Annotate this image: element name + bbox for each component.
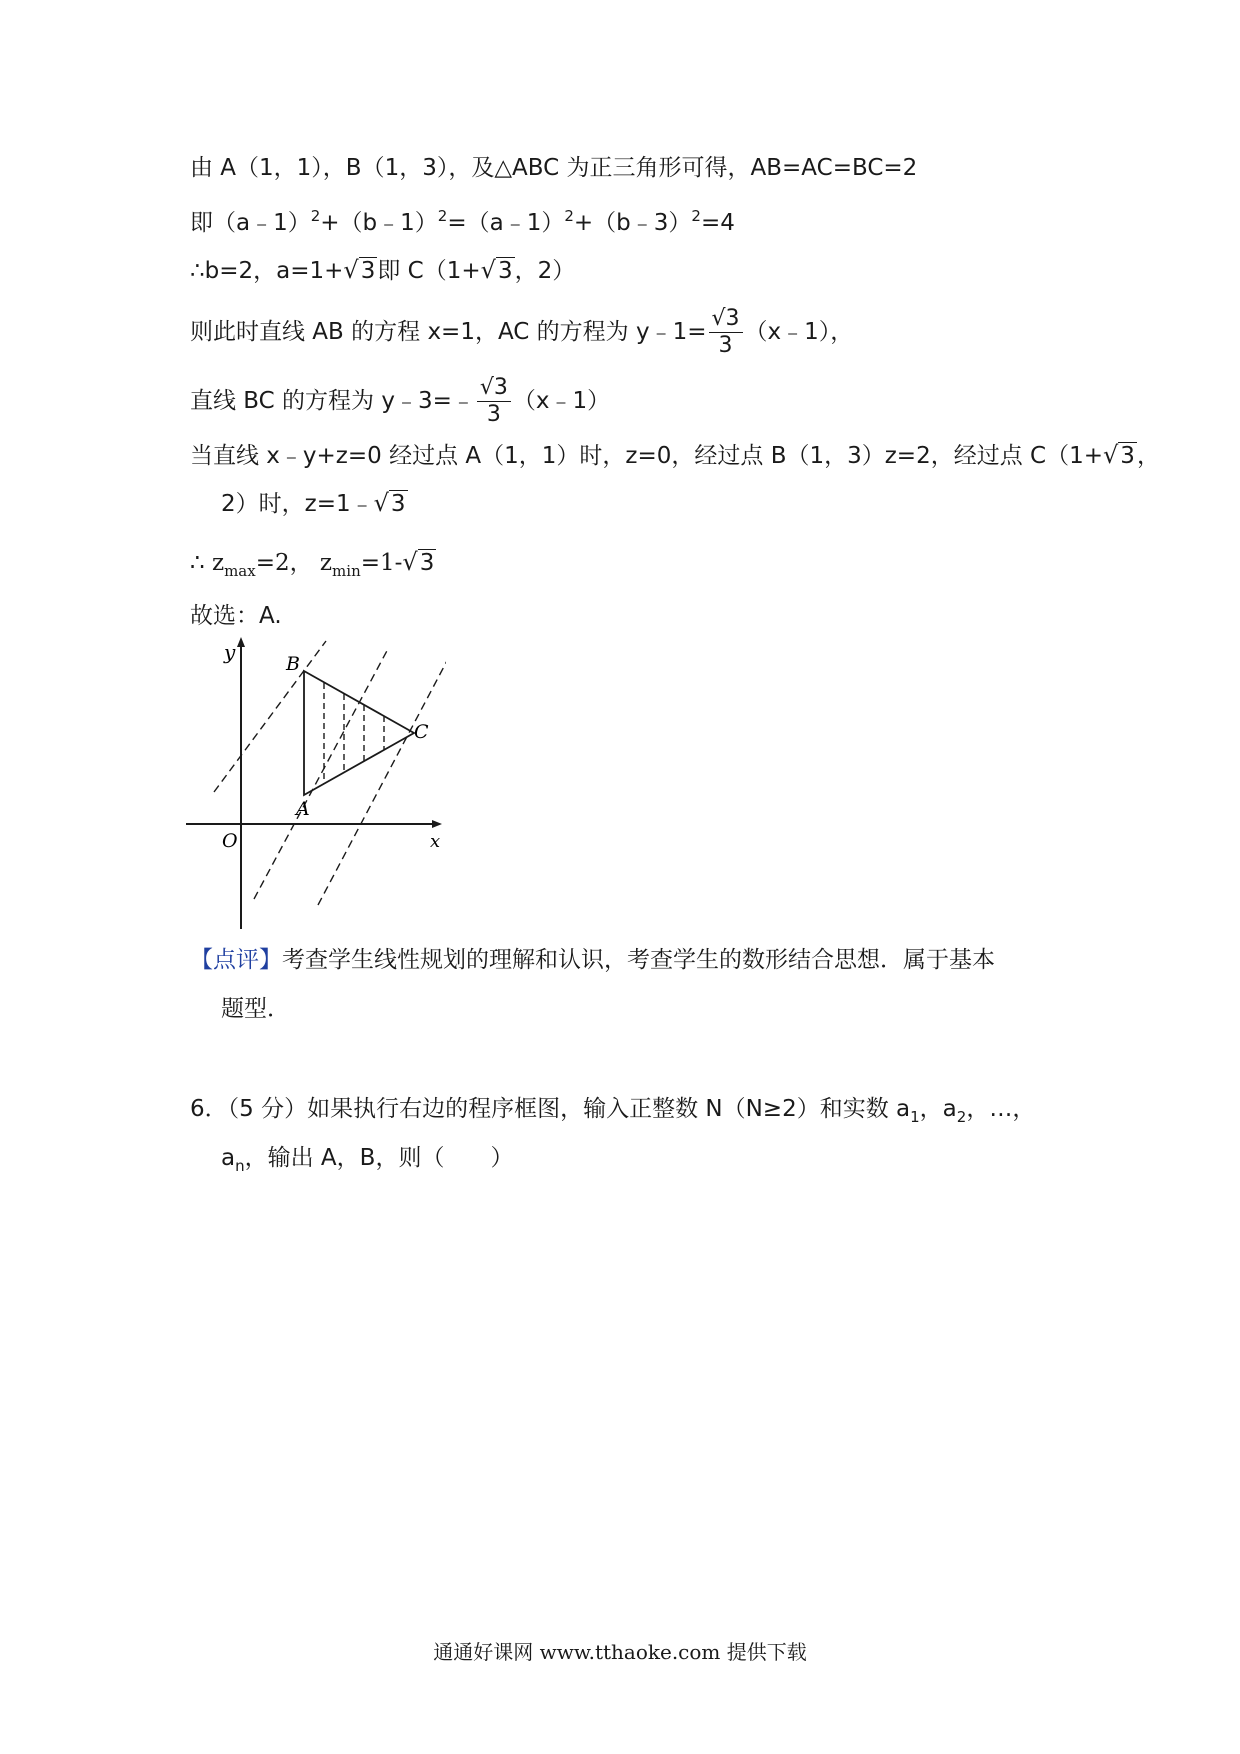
- linear-programming-figure: [186, 637, 446, 937]
- exponent: 2: [564, 207, 574, 225]
- text: =2， z: [255, 550, 333, 576]
- solution-line-4: [190, 308, 853, 357]
- point-b-label: B: [286, 653, 300, 675]
- text: 6．（5 分）如果执行右边的程序框图，输入正整数 N（N≥2）和实数 a: [190, 1096, 911, 1122]
- y-axis-label: y: [224, 640, 236, 664]
- question-6-line-1: [190, 1093, 1035, 1133]
- solution-line-9: [190, 600, 282, 632]
- exponent: 2: [691, 207, 701, 225]
- solution-line-5: [190, 377, 610, 426]
- exponent: 2: [310, 207, 321, 225]
- text: =1-: [360, 550, 403, 576]
- text: 直线 BC 的方程为 y﹣3=﹣: [190, 388, 475, 414]
- y-axis-arrow: [237, 637, 245, 647]
- solution-line-3: [190, 254, 575, 287]
- text: 即（a﹣1）: [190, 210, 311, 236]
- text: （x﹣1），: [744, 319, 854, 345]
- x-axis-label: x: [430, 831, 441, 852]
- text: ∴b=2，a=1+: [190, 258, 344, 284]
- subscript: max: [224, 562, 256, 580]
- fraction: $\frac{√3}{3}$: [709, 308, 743, 357]
- subscript: min: [332, 562, 361, 580]
- text: （x﹣1）: [512, 388, 611, 414]
- answer-text: 故选：A.: [190, 603, 282, 629]
- page-footer: 通通好课网 www.tthaoke.com 提供下载: [433, 1640, 807, 1664]
- review-line-1: [190, 944, 995, 976]
- level-line-through-a: [254, 647, 389, 899]
- solution-line-8: [190, 546, 436, 587]
- point-c-label: C: [414, 721, 429, 743]
- text: 即 C（1+: [377, 258, 481, 284]
- text: ，2）: [514, 258, 576, 284]
- review-tag: 【点评】: [190, 947, 282, 973]
- x-axis-arrow: [432, 820, 442, 828]
- point-a-label: A: [296, 798, 310, 820]
- text: ，a: [919, 1096, 957, 1122]
- sqrt-expression: √3: [480, 256, 513, 284]
- text: 当直线 x﹣y+z=0 经过点 A（1，1）时，z=0，经过点 B（1，3）z=2，经过点 C（1+: [190, 443, 1103, 469]
- text: ，…，: [966, 1096, 1036, 1122]
- review-text: 考查学生线性规划的理解和认识，考查学生的数形结合思想．属于基本: [282, 947, 995, 973]
- subscript: 1: [910, 1108, 920, 1126]
- text: +（b﹣1）: [320, 210, 438, 236]
- solution-line-6: [190, 439, 1160, 472]
- origin-label: O: [222, 830, 238, 852]
- solution-line-2: [190, 200, 735, 239]
- text: ∴ z: [190, 550, 225, 576]
- subscript: 2: [956, 1108, 967, 1126]
- text: a: [221, 1145, 236, 1171]
- solution-line-1: [190, 152, 917, 184]
- text: 则此时直线 AB 的方程 x=1，AC 的方程为 y﹣1=: [190, 319, 707, 345]
- fraction: $\frac{√3}{3}$: [477, 377, 511, 426]
- sqrt-expression: √3: [1103, 441, 1135, 469]
- text: ，输出 A，B，则（ ）: [244, 1145, 514, 1171]
- review-line-2: [221, 993, 290, 1025]
- text: =4: [700, 210, 735, 236]
- sqrt-expression: √3: [402, 548, 435, 576]
- text: =（a﹣1）: [447, 210, 565, 236]
- level-line-through-c: [318, 659, 446, 905]
- sqrt-expression: √3: [343, 256, 376, 284]
- text: 2）时，z=1﹣: [221, 491, 374, 517]
- text: ，: [1136, 443, 1160, 469]
- text: 由 A（1，1），B（1，3），及△ABC 为正三角形可得，AB=AC=BC=2: [190, 155, 918, 181]
- triangle-abc: [304, 671, 414, 795]
- subscript: n: [235, 1157, 245, 1175]
- exponent: 2: [437, 207, 448, 225]
- text: +（b﹣3）: [573, 210, 692, 236]
- question-6-line-2: [221, 1142, 513, 1182]
- sqrt-expression: √3: [373, 489, 406, 517]
- review-text: 题型．: [221, 996, 290, 1022]
- solution-line-7: [221, 487, 408, 520]
